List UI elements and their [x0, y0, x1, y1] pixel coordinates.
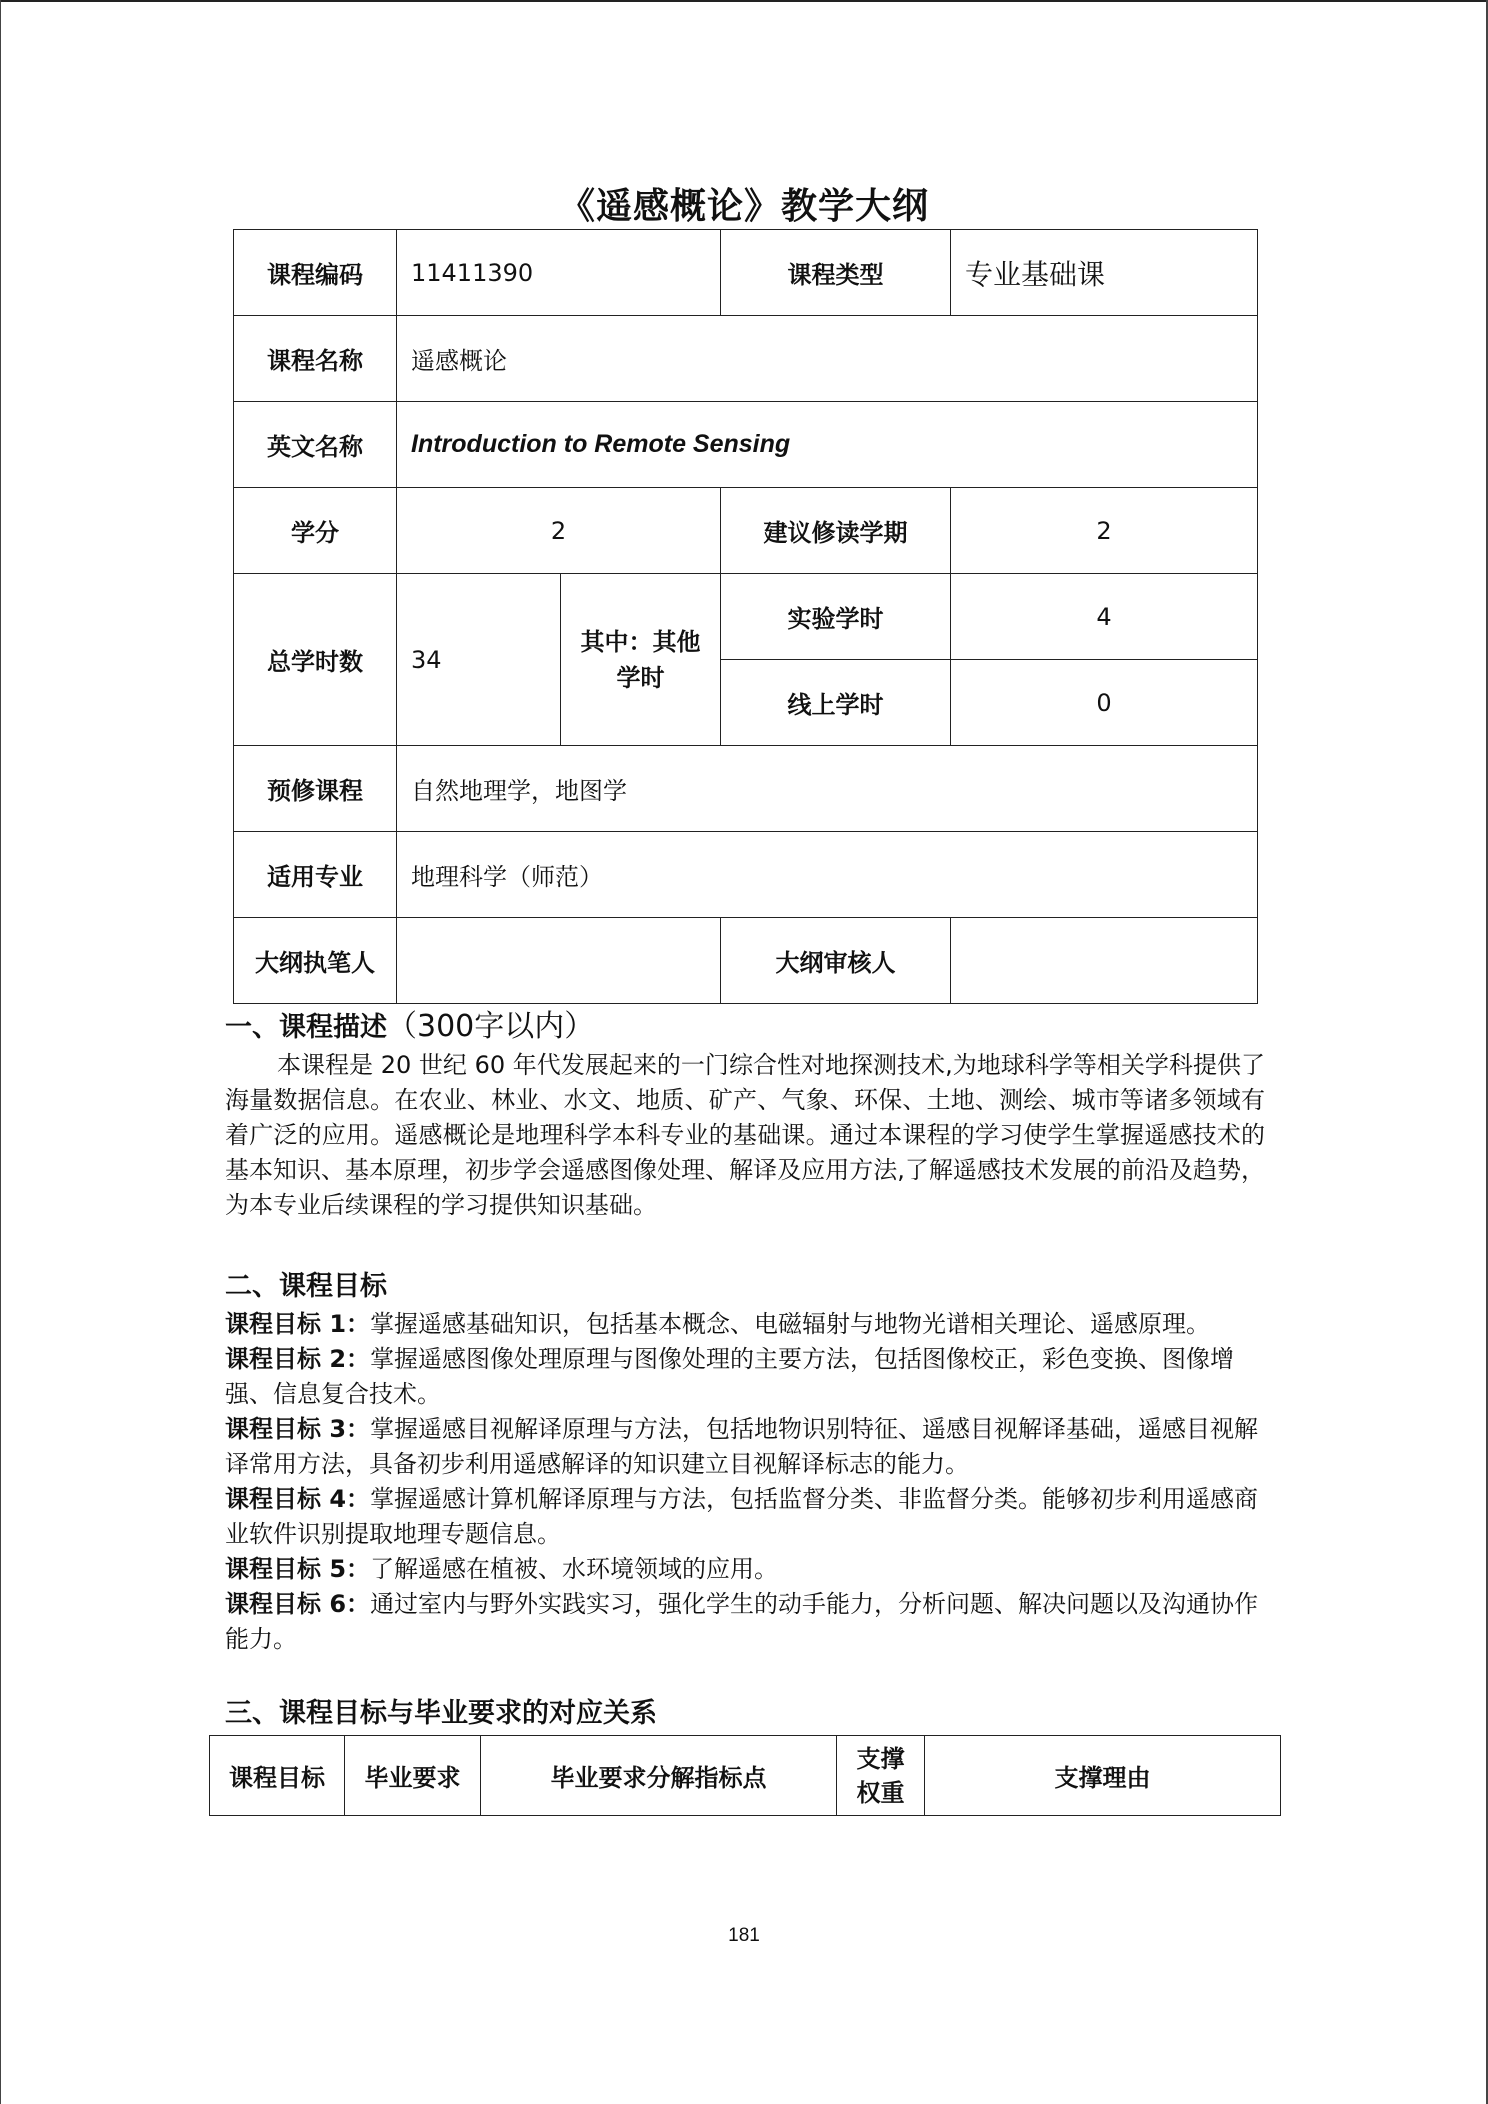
- course-goals-heading: 二、课程目标: [225, 1271, 387, 1302]
- column-header: 毕业要求: [345, 1736, 481, 1816]
- goal-label: 课程目标 3：: [225, 1415, 371, 1443]
- lab-hours-label: 实验学时: [721, 574, 951, 660]
- mapping-heading: 三、课程目标与毕业要求的对应关系: [225, 1698, 657, 1729]
- prereq-label: 预修课程: [234, 746, 397, 832]
- online-hours-value: 0: [951, 660, 1258, 746]
- goal-text: 通过室内与野外实践实习，强化学生的动手能力，分析问题、解决问题以及沟通协作能力。: [225, 1590, 1259, 1653]
- table-row: [234, 746, 1258, 832]
- goal-item: [225, 1552, 1265, 1587]
- total-hours-label: 总学时数: [234, 574, 397, 746]
- credit-value: 2: [397, 488, 721, 574]
- type-label: 课程类型: [721, 230, 951, 316]
- course-description-heading: [225, 1007, 1265, 1048]
- major-label: 适用专业: [234, 832, 397, 918]
- goal-text: 了解遥感在植被、水环境领域的应用。: [370, 1555, 779, 1583]
- credit-label: 学分: [234, 488, 397, 574]
- goal-text: 掌握遥感图像处理原理与图像处理的主要方法，包括图像校正，彩色变换、图像增强、信息复合技术。: [225, 1345, 1235, 1408]
- table-row: [234, 832, 1258, 918]
- term-label: 建议修读学期: [721, 488, 951, 574]
- course-info-table: [233, 229, 1258, 1004]
- author-value: [397, 918, 721, 1004]
- english-name-value: Introduction to Remote Sensing: [397, 402, 1258, 488]
- goal-label: 课程目标 4：: [225, 1485, 371, 1513]
- goal-text: 掌握遥感基础知识，包括基本概念、电磁辐射与地物光谱相关理论、遥感原理。: [370, 1310, 1211, 1338]
- term-value: 2: [951, 488, 1258, 574]
- goal-requirement-table: [209, 1735, 1281, 1816]
- document-title: 《遥感概论》教学大纲: [558, 186, 929, 227]
- column-header: 毕业要求分解指标点: [481, 1736, 837, 1816]
- goal-item: [225, 1482, 1265, 1552]
- page-top-border: [0, 0, 1488, 2]
- table-row: [234, 316, 1258, 402]
- page-left-border: [0, 0, 1, 2104]
- table-row: [234, 488, 1258, 574]
- course-description-section: [225, 1007, 1265, 1223]
- goal-label: 课程目标 6：: [225, 1590, 371, 1618]
- column-header: 课程目标: [210, 1736, 345, 1816]
- prereq-value: 自然地理学，地图学: [397, 746, 1258, 832]
- major-value: 地理科学（师范）: [397, 832, 1258, 918]
- goal-item: [225, 1307, 1265, 1342]
- goal-item: [225, 1412, 1265, 1482]
- column-header: 支撑理由: [925, 1736, 1281, 1816]
- lab-hours-value: 4: [951, 574, 1258, 660]
- goal-label: 课程目标 2：: [225, 1345, 371, 1373]
- page-number: 181: [728, 1925, 760, 1946]
- goal-item: [225, 1587, 1265, 1657]
- course-description-body: 本课程是 20 世纪 60 年代发展起来的一门综合性对地探测技术,为地球科学等相关学科提供了海量数据信息。在农业、林业、水文、地质、矿产、气象、环保、土地、测绘、城市等诸多领域有着广泛的应用。遥感概论是地理科学本科专业的基础课。通过本课程的学习使学生掌握遥感技术的基本知识、基本原理，初步学会遥感图像处理、解译及应用方法,了解遥感技术发展的前沿及趋势，为本专业后续课程的学习提供知识基础。: [225, 1051, 1265, 1219]
- name-label: 课程名称: [234, 316, 397, 402]
- online-hours-label: 线上学时: [721, 660, 951, 746]
- goal-label: 课程目标 1：: [225, 1310, 371, 1338]
- total-hours-value: 34: [397, 574, 561, 746]
- type-value: 专业基础课: [951, 230, 1258, 316]
- code-label: 课程编码: [234, 230, 397, 316]
- column-header: 支撑权重: [837, 1736, 925, 1816]
- table-header-row: [210, 1736, 1281, 1816]
- goal-text: 掌握遥感计算机解译原理与方法，包括监督分类、非监督分类。能够初步利用遥感商业软件识别提取地理专题信息。: [225, 1485, 1259, 1548]
- table-row: [234, 574, 1258, 660]
- goal-item: [225, 1342, 1265, 1412]
- english-name-label: 英文名称: [234, 402, 397, 488]
- reviewer-label: 大纲审核人: [721, 918, 951, 1004]
- name-value: 遥感概论: [397, 316, 1258, 402]
- code-value: 11411390: [397, 230, 721, 316]
- reviewer-value: [951, 918, 1258, 1004]
- table-row: [234, 918, 1258, 1004]
- goal-label: 课程目标 5：: [225, 1555, 371, 1583]
- other-hours-label: 其中：其他学时: [561, 574, 721, 746]
- mapping-section: [225, 1694, 1265, 1734]
- heading-note: （300字以内）: [387, 1009, 595, 1044]
- table-row: [234, 402, 1258, 488]
- author-label: 大纲执笔人: [234, 918, 397, 1004]
- table-row: [234, 230, 1258, 316]
- heading-text: 一、课程描述: [225, 1012, 387, 1043]
- goal-text: 掌握遥感目视解译原理与方法，包括地物识别特征、遥感目视解译基础，遥感目视解译常用方法，具备初步利用遥感解译的知识建立目视解译标志的能力。: [225, 1415, 1259, 1478]
- course-goals-section: [225, 1267, 1265, 1657]
